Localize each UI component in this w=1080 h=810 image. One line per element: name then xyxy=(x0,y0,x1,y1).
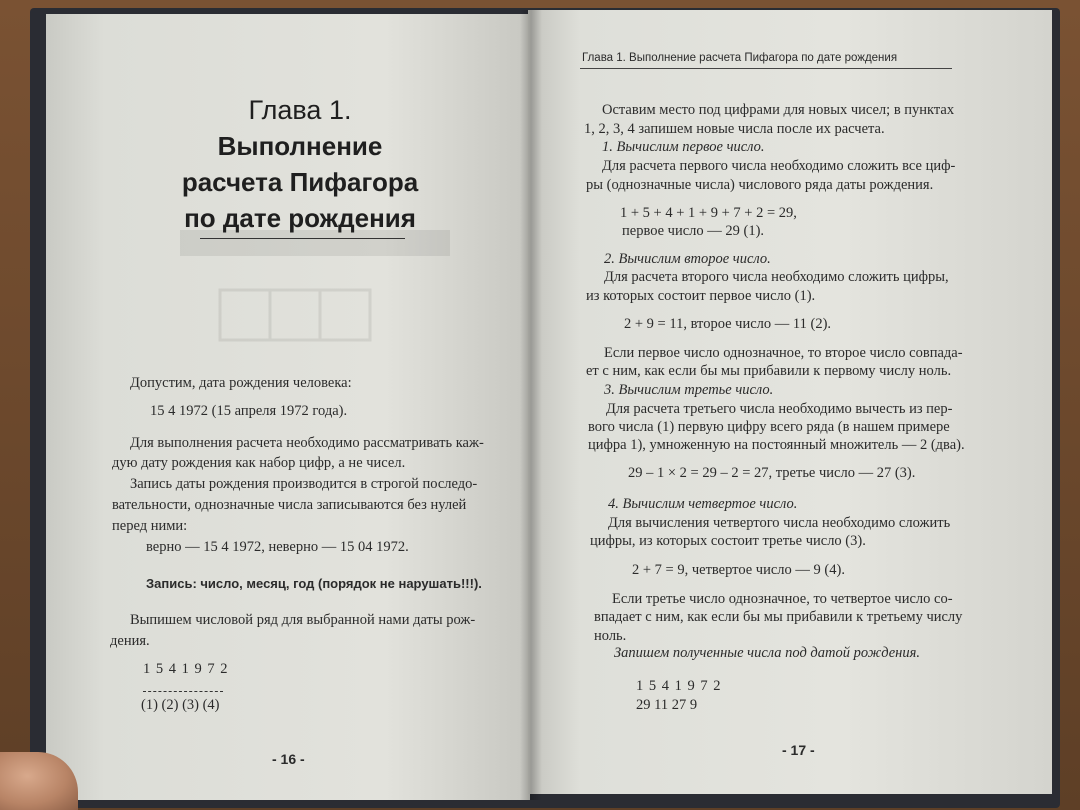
text-line: Для вычисления четвертого числа необходимо сложить xyxy=(608,515,951,531)
paragraph: Для выполнения расчета необходимо рассматривать каж- xyxy=(130,435,484,451)
page-number-left: - 16 - xyxy=(272,751,305,767)
formula-result: первое число — 29 (1). xyxy=(622,223,765,239)
chapter-heading xyxy=(150,92,450,236)
text-line: 1, 2, 3, 4 запишем новые числа после их расчета. xyxy=(584,121,885,137)
text-line: цифра 1), умноженную на постоянный множитель — 2 (два). xyxy=(588,437,965,453)
running-header: Глава 1. Выполнение расчета Пифагора по дате рождения xyxy=(582,52,898,64)
step-heading: 4. Вычислим четвертое число. xyxy=(608,496,798,512)
text-line: Для расчета третьего числа необходимо вычесть из пер- xyxy=(606,401,953,417)
placeholder-labels: (1) (2) (3) (4) xyxy=(141,697,220,713)
page-number-right: - 17 - xyxy=(782,742,815,758)
chapter-title-line-2: расчета Пифагора xyxy=(181,167,419,197)
text-line: Для расчета второго числа необходимо сложить цифры, xyxy=(604,269,949,285)
blank-lines xyxy=(143,691,223,692)
text-line: вого числа (1) первую цифру всего ряда (в нашем примере xyxy=(588,419,950,435)
computed-numbers: 29 11 27 9 xyxy=(636,697,698,713)
header-rule xyxy=(580,68,952,69)
text-line: цифры, из которых состоит третье число (3). xyxy=(590,533,866,549)
chapter-number: Глава 1. xyxy=(248,95,352,125)
text-line: Если третье число однозначное, то четвертое число со- xyxy=(612,591,953,607)
formula: 29 – 1 × 2 = 29 – 2 = 27, третье число — 27 (3). xyxy=(628,465,916,481)
chapter-title-line-3: по дате рождения xyxy=(184,203,416,233)
digit-row: 1 5 4 1 9 7 2 xyxy=(143,661,229,677)
paragraph: Допустим, дата рождения человека: xyxy=(130,375,352,391)
text-line: Для расчета первого числа необходимо сложить все циф- xyxy=(602,158,956,174)
text-line: впадает с ним, как если бы мы прибавили к третьему числу xyxy=(594,609,963,625)
formula: 1 + 5 + 4 + 1 + 9 + 7 + 2 = 29, xyxy=(620,205,797,221)
paragraph: дую дату рождения как набор цифр, а не чисел. xyxy=(112,455,406,471)
paragraph: перед ними: xyxy=(112,518,188,534)
chapter-title-line-1: Выполнение xyxy=(217,131,383,161)
show-through-image xyxy=(180,220,450,350)
paragraph: Выпишем числовой ряд для выбранной нами даты рож- xyxy=(130,612,476,628)
paragraph: Запись даты рождения производится в строгой последо- xyxy=(130,476,478,492)
step-heading: 1. Вычислим первое число. xyxy=(602,139,765,155)
step-heading: 2. Вычислим второе число. xyxy=(604,251,771,267)
chapter-rule xyxy=(200,238,405,239)
example-date: 15 4 1972 (15 апреля 1972 года). xyxy=(150,403,348,419)
paragraph: вательности, однозначные числа записываются без нулей xyxy=(112,497,467,513)
text-line: Если первое число однозначное, то второе число совпада- xyxy=(604,345,963,361)
digit-row: 1 5 4 1 9 7 2 xyxy=(636,678,722,694)
book-gutter xyxy=(520,10,542,800)
step-heading: 3. Вычислим третье число. xyxy=(604,382,774,398)
text-line: Оставим место под цифрами для новых чисел; в пунктах xyxy=(602,102,955,118)
text-line: Запишем полученные числа под датой рождения. xyxy=(614,645,920,661)
text-line: из которых состоит первое число (1). xyxy=(586,288,816,304)
formula: 2 + 9 = 11, второе число — 11 (2). xyxy=(624,316,832,332)
paragraph: дения. xyxy=(110,633,150,649)
text-line: ет с ним, как если бы мы прибавили к первому числу ноль. xyxy=(586,363,952,379)
example-correct: верно — 15 4 1972, неверно — 15 04 1972. xyxy=(146,539,409,555)
rule-emphasis: Запись: число, месяц, год (порядок не нарушать!!!). xyxy=(146,576,482,591)
text-line: ноль. xyxy=(594,628,627,644)
formula: 2 + 7 = 9, четвертое число — 9 (4). xyxy=(632,562,845,578)
text-line: ры (однозначные числа) числового ряда даты рождения. xyxy=(586,177,934,193)
